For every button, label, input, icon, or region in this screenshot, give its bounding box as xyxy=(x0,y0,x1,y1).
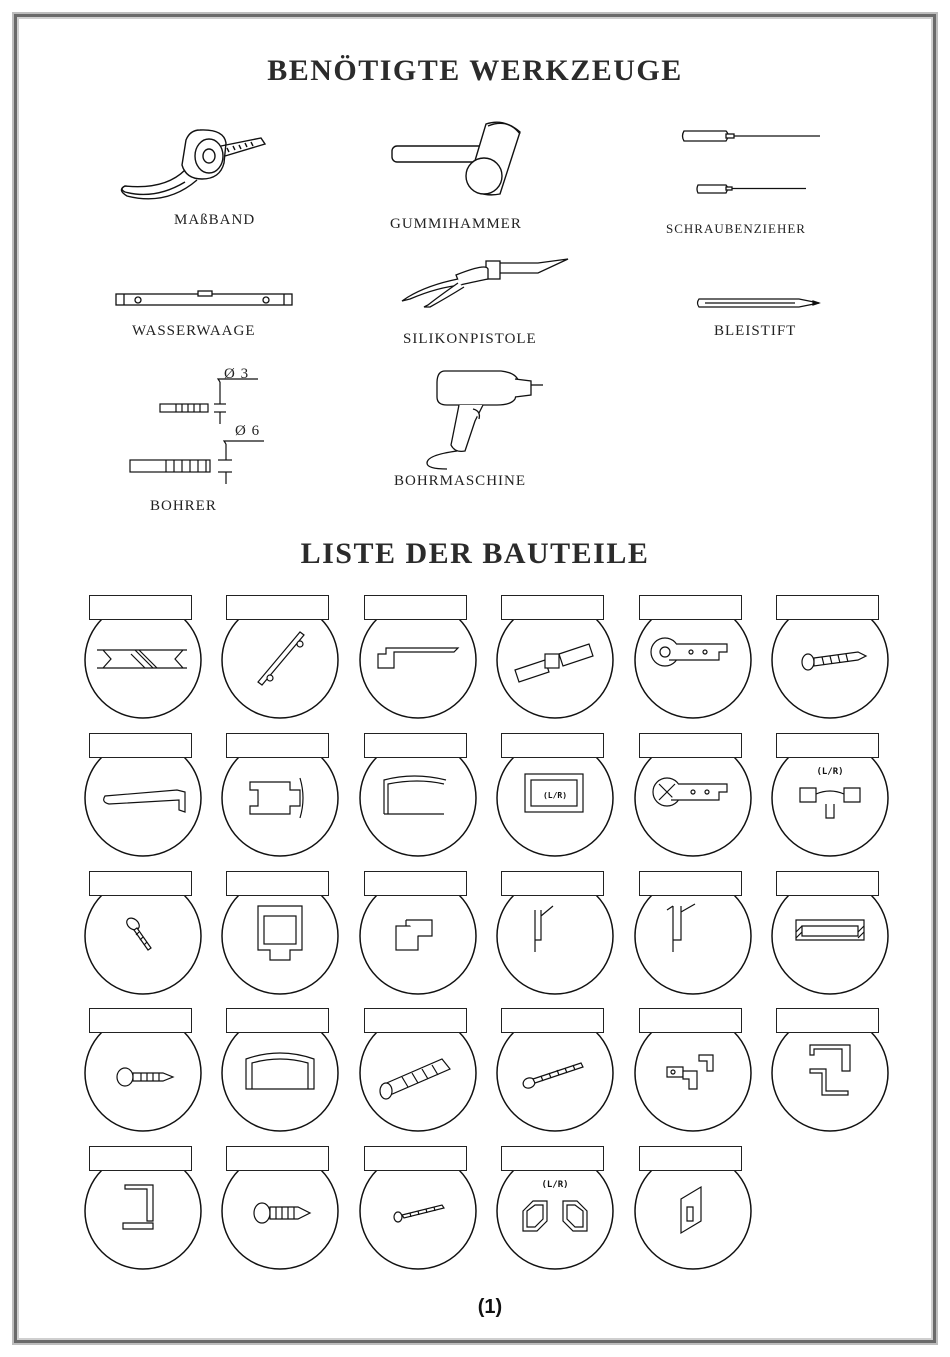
tools-title: BENÖTIGTE WERKZEUGE xyxy=(267,54,683,87)
part-label-box xyxy=(639,1146,742,1171)
part-label-box xyxy=(226,871,329,896)
pencil-icon xyxy=(695,296,825,310)
part-item xyxy=(495,595,615,720)
part-item xyxy=(83,733,203,858)
silicone-gun-icon xyxy=(398,255,573,310)
part-item xyxy=(358,1146,478,1271)
part-label-box xyxy=(776,1008,879,1033)
part-item xyxy=(495,1008,615,1133)
part-label-box xyxy=(364,1008,467,1033)
tool-label-schraubenzieher: SCHRAUBENZIEHER xyxy=(666,221,806,236)
part-item xyxy=(220,1008,340,1133)
part-item xyxy=(770,1008,890,1133)
part-label-box xyxy=(89,733,192,758)
lr-tag: (L/R) xyxy=(816,767,844,777)
part-label-box xyxy=(501,733,604,758)
part-item xyxy=(770,733,890,858)
part-item xyxy=(83,595,203,720)
tool-label-bleistift: BLEISTIFT xyxy=(714,323,797,339)
part-item xyxy=(83,871,203,996)
part-item xyxy=(633,595,753,720)
part-label-box xyxy=(89,1008,192,1033)
part-label-box xyxy=(501,871,604,896)
part-item xyxy=(495,871,615,996)
part-label-box xyxy=(226,595,329,620)
part-item xyxy=(83,1008,203,1133)
tool-label-gummihammer: GUMMIHAMMER xyxy=(390,216,522,232)
lr-tag: (L/R) xyxy=(542,791,568,800)
part-item xyxy=(633,733,753,858)
power-drill-icon xyxy=(415,365,545,470)
tool-label-bohrmaschine: BOHRMASCHINE xyxy=(394,473,527,489)
tape-measure-icon xyxy=(115,122,280,212)
part-label-box xyxy=(639,595,742,620)
tool-label-bohrer: BOHRER xyxy=(150,498,217,514)
part-item xyxy=(220,733,340,858)
part-item xyxy=(495,1146,615,1271)
part-item xyxy=(358,871,478,996)
part-label-box xyxy=(639,1008,742,1033)
part-label-box xyxy=(639,871,742,896)
part-label-box xyxy=(501,1146,604,1171)
part-item xyxy=(495,733,615,858)
part-label-box xyxy=(226,733,329,758)
part-item xyxy=(358,733,478,858)
part-item xyxy=(220,595,340,720)
part-label-box xyxy=(776,733,879,758)
screwdriver-icon xyxy=(680,125,830,210)
part-item xyxy=(633,871,753,996)
part-label-box xyxy=(89,871,192,896)
tool-label-wasserwaage: WASSERWAAGE xyxy=(132,323,256,339)
tool-label-massband: MAßBAND xyxy=(174,212,256,228)
part-item xyxy=(358,1008,478,1133)
part-item xyxy=(220,871,340,996)
spirit-level-icon xyxy=(114,290,294,310)
part-label-box xyxy=(639,733,742,758)
part-label-box xyxy=(89,595,192,620)
part-item xyxy=(633,1008,753,1133)
part-item xyxy=(770,871,890,996)
part-label-box xyxy=(501,1008,604,1033)
part-label-box xyxy=(364,1146,467,1171)
part-label-box xyxy=(89,1146,192,1171)
part-label-box xyxy=(364,595,467,620)
part-label-box xyxy=(226,1008,329,1033)
part-item xyxy=(220,1146,340,1271)
part-item xyxy=(358,595,478,720)
part-label-box xyxy=(501,595,604,620)
part-label-box xyxy=(364,733,467,758)
drill-size-large: Ø 6 xyxy=(235,423,261,439)
tool-label-silikonpistole: SILIKONPISTOLE xyxy=(403,331,537,347)
part-item xyxy=(770,595,890,720)
part-label-box xyxy=(364,871,467,896)
lr-tag: (L/R) xyxy=(541,1180,569,1190)
drill-size-small: Ø 3 xyxy=(224,366,250,382)
part-item xyxy=(83,1146,203,1271)
parts-title: LISTE DER BAUTEILE xyxy=(300,537,650,570)
page-number: (1) xyxy=(477,1296,503,1318)
part-label-box xyxy=(776,595,879,620)
part-label-box xyxy=(776,871,879,896)
rubber-hammer-icon xyxy=(388,118,533,198)
part-item xyxy=(633,1146,753,1271)
part-label-box xyxy=(226,1146,329,1171)
